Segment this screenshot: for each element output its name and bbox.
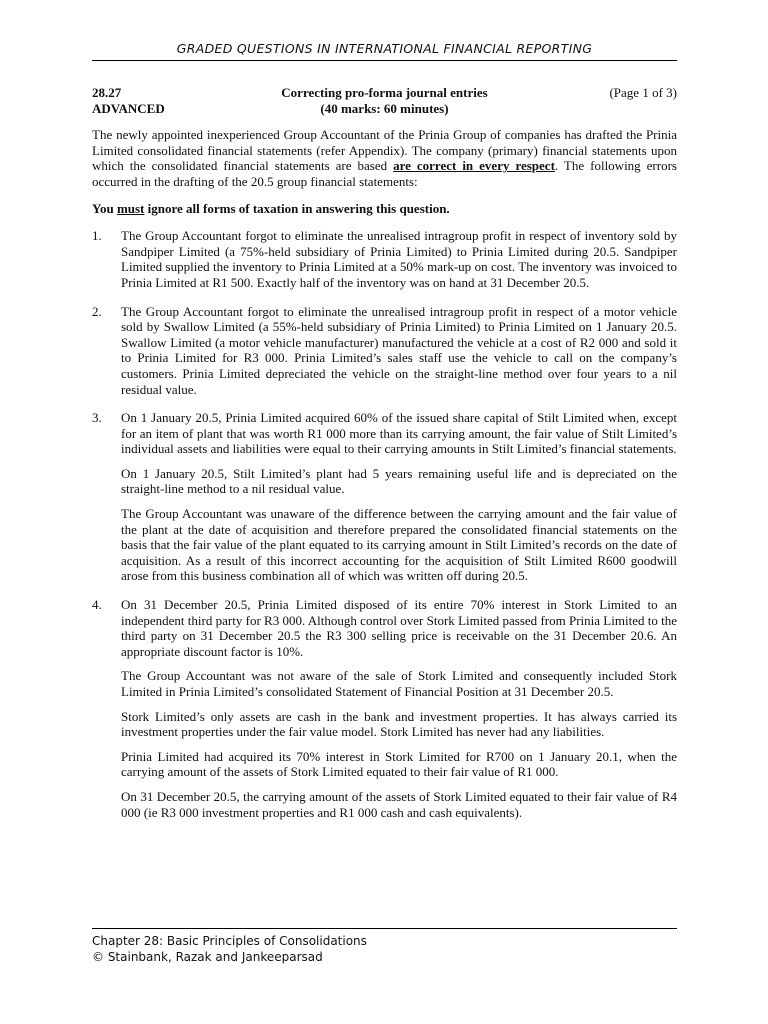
question-heading <box>92 85 677 116</box>
list-item-paragraph: On 1 January 20.5, Stilt Limited’s plant had 5 years remaining useful life and is depreciated on the straight-line method to a nil residual value. <box>121 465 677 497</box>
list-item <box>92 228 677 290</box>
list-item-paragraph: Prinia Limited had acquired its 70% interest in Stork Limited for R700 on 1 January 20.1, when the carrying amount of the assets of Stork Limited equated to their fair value of R1 000. <box>121 748 677 780</box>
intro-paragraph: The newly appointed inexperienced Group Accountant of the Prinia Group of companies has drafted the Prinia Limited consolidated financial statements (refer Appendix). The company (primary) financial statements upon which the consolidated financial statements are based are correct in every respect. The following errors occurred in the drafting of the 20.5 group financial statements: <box>92 127 677 189</box>
list-item-paragraph: On 31 December 20.5, the carrying amount of the assets of Stork Limited equated to their fair value of R4 000 (ie R3 000 investment properties and R1 000 cash and cash equivalents). <box>121 788 677 820</box>
question-level: ADVANCED <box>92 100 165 116</box>
intro-emphasis: are correct in every respect <box>393 158 555 174</box>
list-item-paragraph: The Group Accountant was unaware of the difference between the carrying amount and the fair value of the plant at the date of acquisition and therefore prepared the consolidated financial statements on the basis that the fair value of the plant equated to its carrying amount in Stilt Limited’s records on the date of acquisition. As a result of this incorrect accounting for the acquisition of Stilt Limited R600 goodwill arose from this business combination all of which was written off during 20.5. <box>121 506 677 584</box>
list-item-number: 1. <box>92 228 102 244</box>
question-title: Correcting pro-forma journal entries <box>281 85 488 100</box>
list-item-number: 2. <box>92 303 102 319</box>
question-number: 28.27 <box>92 85 122 100</box>
question-marks: (40 marks: 60 minutes) <box>320 100 449 116</box>
list-item-paragraph: The Group Accountant forgot to eliminate the unrealised intragroup profit in respect of a motor vehicle sold by Swallow Limited (a 55%-held subsidiary of Prinia Limited) to Prinia Limited on 1 January 20.5. Swallow Limited (a motor vehicle manufacturer) manufactured the vehicle at a cost of R2 000 and sold it to Prinia Limited for R3 000. Prinia Limited’s sales staff use the vehicle to call on the company’s customers. Prinia Limited depreciated the vehicle on the straight-line method over four years to a nil residual value. <box>121 303 677 397</box>
list-item-paragraph: The Group Accountant forgot to eliminate the unrealised intragroup profit in respect of inventory sold by Sandpiper Limited (a 75%-held subsidiary of Prinia Limited) to Prinia Limited during 20.5. Sandpiper Limited supplied the inventory to Prinia Limited at a 50% mark-up on cost. The inventory was invoiced to Prinia Limited at R1 500. Exactly half of the inventory was on hand at 31 December 20.5. <box>121 228 677 290</box>
list-item <box>92 410 677 584</box>
list-item-number: 4. <box>92 597 102 613</box>
list-item-paragraph: On 1 January 20.5, Prinia Limited acquired 60% of the issued share capital of Stilt Limited when, except for an item of plant that was worth R1 000 more than its carrying amount, the fair value of Stilt Limited’s individual assets and liabilities were equal to their carrying amounts in Stilt Limited’s financial statements. <box>121 410 677 457</box>
list-item-paragraph: Stork Limited’s only assets are cash in the bank and investment properties. It has always carried its investment properties under the fair value model. Stork Limited has never had any liabilities. <box>121 708 677 740</box>
list-item <box>92 597 677 820</box>
numbered-items <box>92 228 677 820</box>
footer-copyright: © Stainbank, Razak and Jankeeparsad <box>92 950 323 964</box>
list-item <box>92 304 677 398</box>
list-item-paragraph: The Group Accountant was not aware of the sale of Stork Limited and consequently included Stork Limited in Prinia Limited’s consolidated Statement of Financial Position at 31 December 20.5. <box>121 668 677 699</box>
page-content <box>92 85 677 820</box>
footer-chapter: Chapter 28: Basic Principles of Consolidations <box>92 934 367 948</box>
taxation-notice: You must ignore all forms of taxation in answering this question. <box>92 200 450 216</box>
running-header: GRADED QUESTIONS IN INTERNATIONAL FINANCIAL REPORTING <box>92 41 677 61</box>
page-reference: (Page 1 of 3) <box>609 85 677 100</box>
list-item-number: 3. <box>92 410 102 426</box>
list-item-paragraph: On 31 December 20.5, Prinia Limited disposed of its entire 70% interest in Stork Limited to an independent third party for R3 000. Although control over Stork Limited passed from Prinia Limited to the third party on 31 December 20.5 the R3 300 selling price is receivable on the 31 December 20.6. An appropriate discount factor is 10%. <box>121 597 677 659</box>
running-footer <box>92 928 677 965</box>
